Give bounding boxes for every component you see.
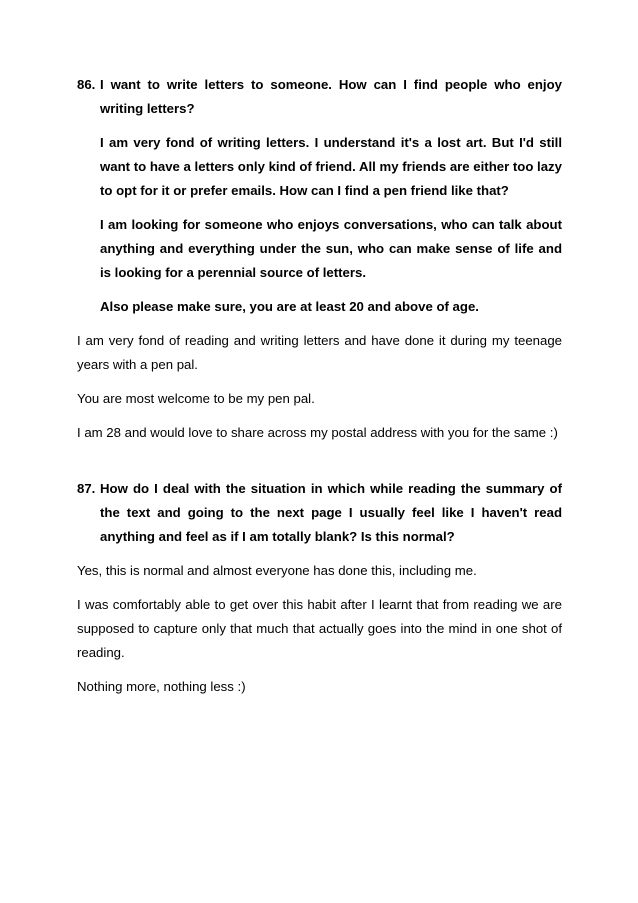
question-86 bbox=[77, 73, 562, 319]
question-body bbox=[100, 477, 562, 549]
question-paragraph: I am looking for someone who enjoys conversations, who can talk about anything and everything under the sun, who can make sense of life and is looking for a perennial source of letters. bbox=[100, 217, 562, 280]
question-number: 86. bbox=[77, 77, 96, 92]
question-number: 87. bbox=[77, 481, 96, 496]
answer-paragraph: You are most welcome to be my pen pal. bbox=[77, 391, 315, 406]
document-page bbox=[77, 73, 562, 709]
question-body bbox=[100, 73, 562, 319]
answer-86 bbox=[77, 329, 562, 445]
question-title: I want to write letters to someone. How can I find people who enjoy writing letters? bbox=[100, 77, 562, 116]
answer-paragraph: Yes, this is normal and almost everyone has done this, including me. bbox=[77, 563, 477, 578]
question-paragraph: Also please make sure, you are at least 20 and above of age. bbox=[100, 299, 479, 314]
answer-paragraph: I am 28 and would love to share across my postal address with you for the same :) bbox=[77, 425, 558, 440]
answer-paragraph: Nothing more, nothing less :) bbox=[77, 679, 246, 694]
answer-87 bbox=[77, 559, 562, 699]
question-paragraph: I am very fond of writing letters. I understand it's a lost art. But I'd still want to have a letters only kind of friend. All my friends are either too lazy to opt for it or prefer emails. How can I find a pen friend like that? bbox=[100, 135, 562, 198]
question-87 bbox=[77, 477, 562, 549]
answer-paragraph: I am very fond of reading and writing letters and have done it during my teenage years with a pen pal. bbox=[77, 333, 562, 372]
question-title: How do I deal with the situation in which while reading the summary of the text and going to the next page I usually feel like I haven't read anything and feel as if I am totally blank? Is this normal? bbox=[100, 481, 562, 544]
answer-paragraph: I was comfortably able to get over this habit after I learnt that from reading we are supposed to capture only that much that actually goes into the mind in one shot of reading. bbox=[77, 597, 562, 660]
